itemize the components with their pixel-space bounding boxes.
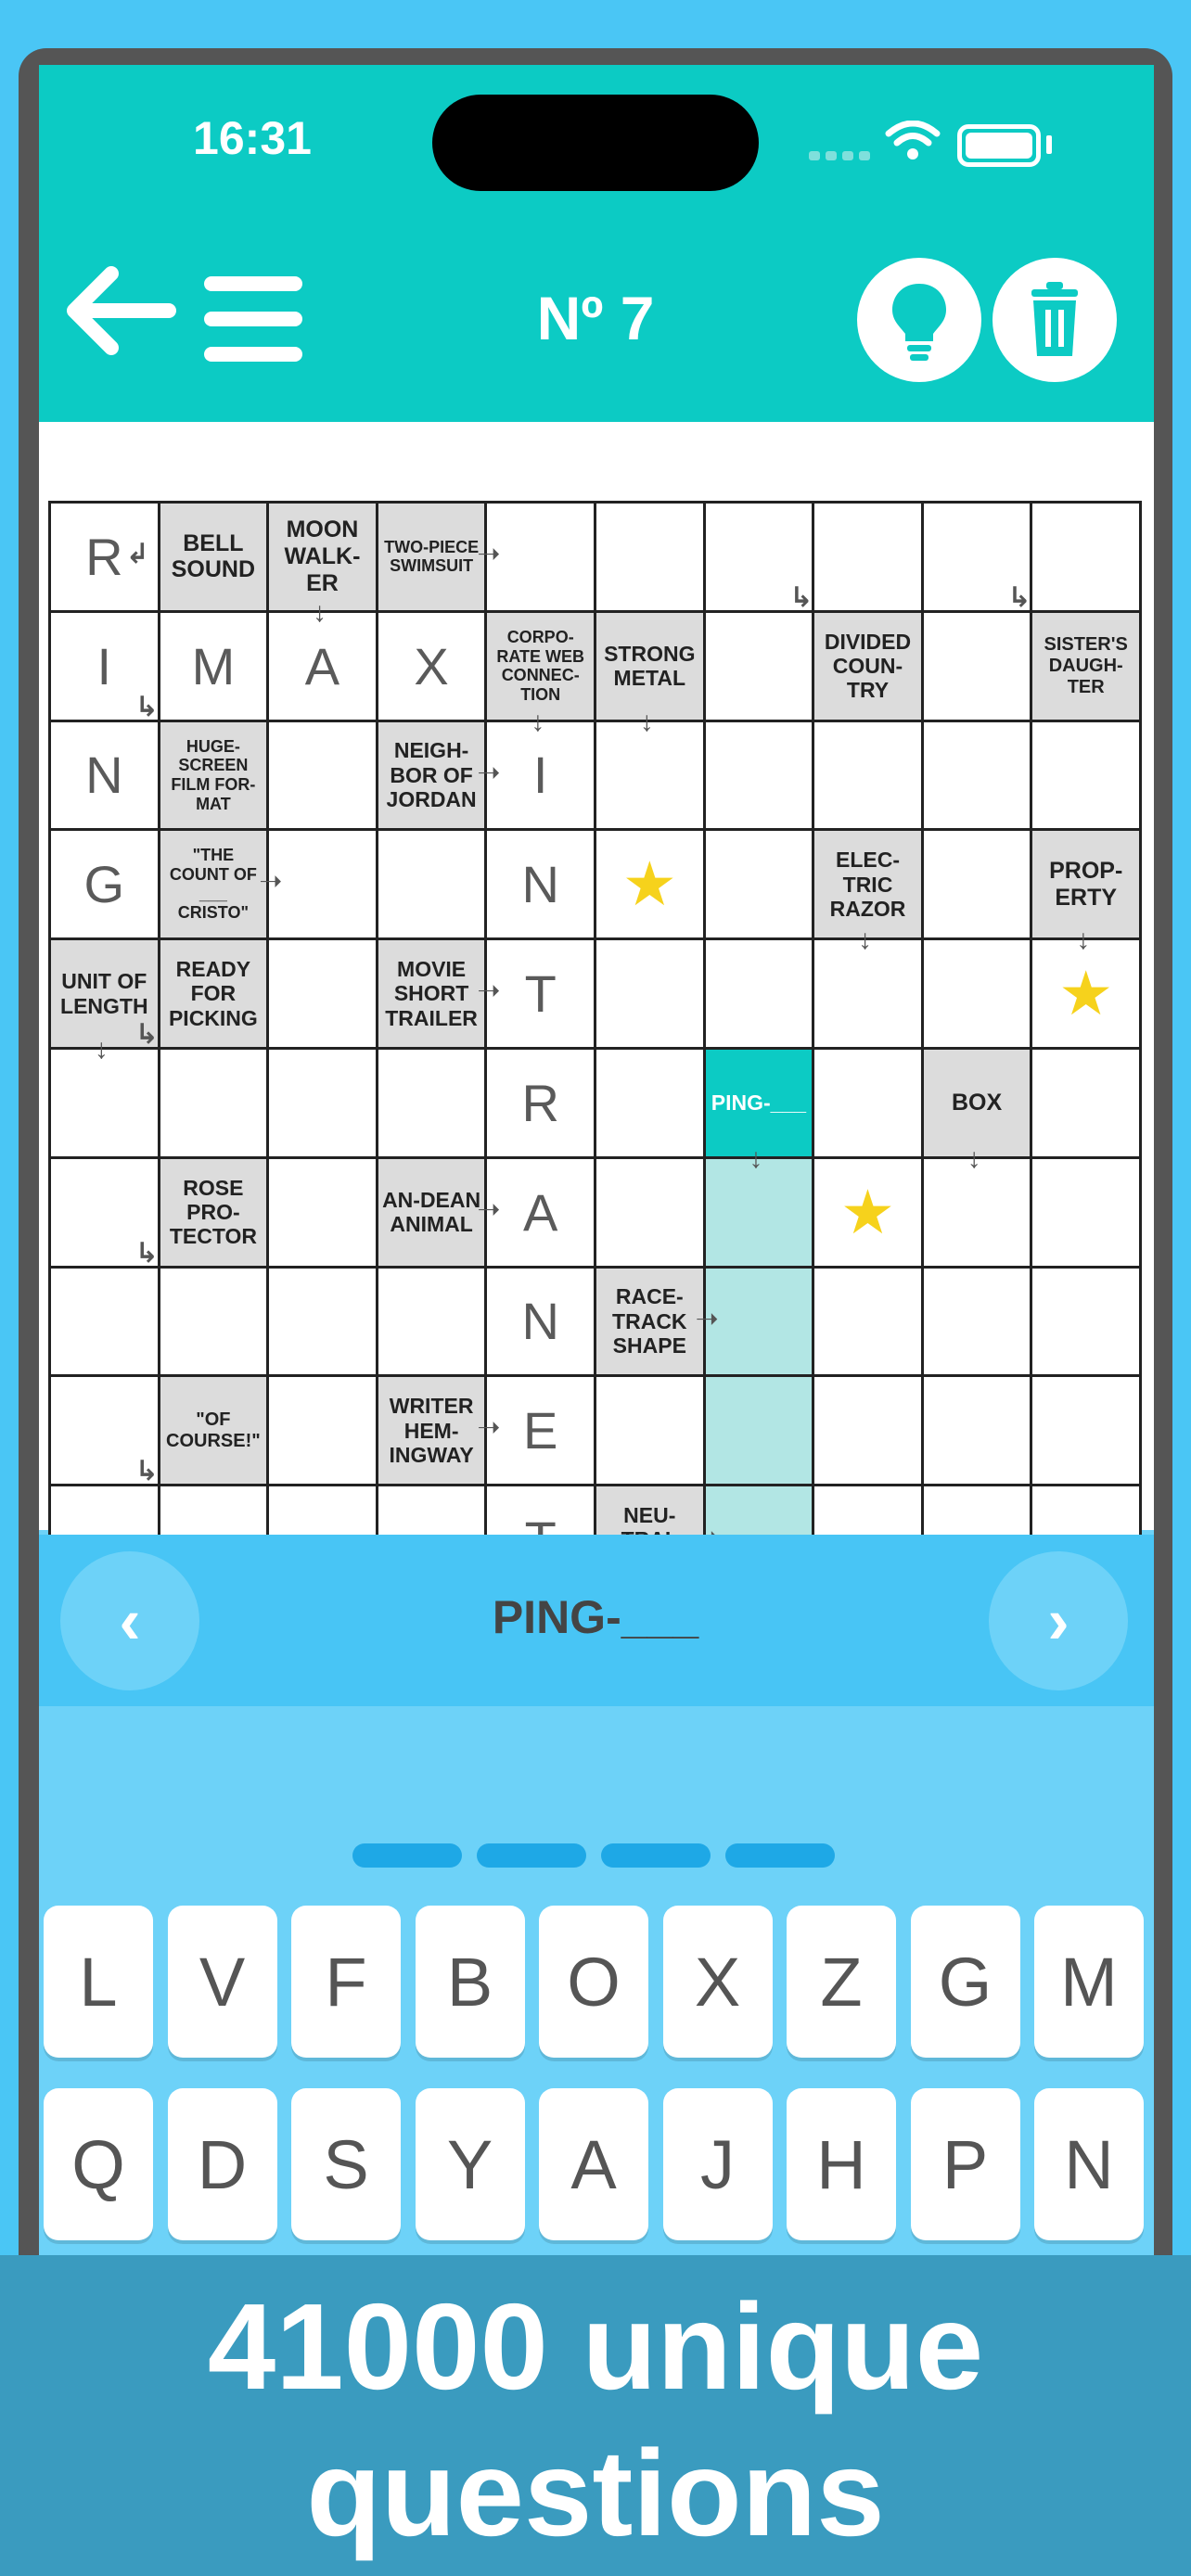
- key-l[interactable]: L: [44, 1906, 153, 2058]
- active-clue-cell[interactable]: PING-___: [703, 1047, 815, 1159]
- back-arrow-icon[interactable]: [58, 260, 178, 362]
- empty-grid-cell[interactable]: [594, 1156, 706, 1269]
- direction-arrow-icon: ↓: [531, 706, 545, 737]
- clue-cell[interactable]: DIVIDED COUN-TRY: [812, 610, 924, 722]
- empty-grid-cell[interactable]: [158, 1047, 270, 1159]
- key-b[interactable]: B: [416, 1906, 525, 2058]
- answer-slot: [601, 1843, 711, 1868]
- answer-slot: [477, 1843, 586, 1868]
- direction-arrow-icon: ↳: [1007, 581, 1031, 613]
- grid-letter-cell[interactable]: N: [484, 828, 596, 940]
- chevron-right-icon: ›: [1047, 1585, 1069, 1657]
- clue-cell[interactable]: HUGE-SCREEN FILM FOR-MAT: [158, 720, 270, 832]
- highlighted-answer-cell[interactable]: [703, 1266, 815, 1378]
- clue-cell[interactable]: WRITER HEM-INGWAY: [376, 1374, 488, 1486]
- clue-cell[interactable]: NEU-: [594, 1484, 706, 1596]
- empty-grid-cell[interactable]: [1030, 1156, 1142, 1269]
- direction-arrow-icon: ↳: [134, 1237, 159, 1269]
- hint-button[interactable]: [857, 258, 981, 382]
- empty-grid-cell[interactable]: [812, 1266, 924, 1378]
- clue-cell[interactable]: "THE COUNT OF ___ CRISTO": [158, 828, 270, 940]
- direction-arrow-icon: ↓: [313, 596, 327, 628]
- empty-grid-cell[interactable]: [921, 1266, 1033, 1378]
- clue-cell[interactable]: MOVIE SHORT TRAILER: [376, 937, 488, 1050]
- empty-grid-cell[interactable]: [266, 1047, 378, 1159]
- answer-slot: [352, 1843, 462, 1868]
- direction-arrow-icon: ➝: [477, 757, 501, 788]
- hamburger-menu-button[interactable]: [204, 276, 302, 363]
- direction-arrow-icon: ↓: [1076, 925, 1091, 956]
- promo-line-1: 41000 unique: [207, 2278, 984, 2415]
- empty-grid-cell[interactable]: [921, 828, 1033, 940]
- status-time: 16:31: [193, 112, 312, 164]
- clue-cell[interactable]: READY FOR PICKING: [158, 937, 270, 1050]
- wifi-icon: [885, 121, 941, 161]
- puzzle-number: Nº 7: [536, 284, 655, 352]
- direction-arrow-icon: ➝: [477, 1193, 501, 1225]
- empty-grid-cell[interactable]: [594, 1047, 706, 1159]
- clue-cell[interactable]: STRONG METAL: [594, 610, 706, 722]
- star-icon: ★: [621, 849, 677, 919]
- direction-arrow-icon: ↳: [789, 581, 813, 613]
- key-d[interactable]: D: [168, 2088, 277, 2240]
- promo-banner: [0, 2255, 1191, 2576]
- empty-grid-cell[interactable]: [1030, 501, 1142, 613]
- grid-letter-cell[interactable]: I: [484, 720, 596, 832]
- star-icon: ★: [1058, 959, 1114, 1028]
- highlighted-answer-cell[interactable]: [703, 1374, 815, 1486]
- direction-arrow-icon: ➝: [477, 976, 501, 1007]
- answer-slot: [725, 1843, 835, 1868]
- empty-grid-cell[interactable]: [1030, 1047, 1142, 1159]
- app-screen: [39, 65, 1154, 2272]
- empty-grid-cell[interactable]: [812, 501, 924, 613]
- battery-icon: [957, 124, 1041, 167]
- empty-grid-cell[interactable]: [266, 828, 378, 940]
- crossword-grid: [39, 422, 1154, 1530]
- empty-grid-cell[interactable]: [1030, 1266, 1142, 1378]
- clue-cell[interactable]: PROP-ERTY: [1030, 828, 1142, 940]
- direction-arrow-icon: ↳: [134, 691, 159, 722]
- grid-letter-cell[interactable]: N: [484, 1266, 596, 1378]
- clue-cell[interactable]: TWO-PIECE SWIMSUIT: [376, 501, 488, 613]
- key-h[interactable]: H: [787, 2088, 896, 2240]
- clue-cell[interactable]: CORPO-RATE WEB CONNEC-TION: [484, 610, 596, 722]
- empty-grid-cell[interactable]: [921, 610, 1033, 722]
- clue-bar: [39, 1535, 1154, 1706]
- empty-grid-cell[interactable]: [594, 1374, 706, 1486]
- key-v[interactable]: V: [168, 1906, 277, 2058]
- empty-grid-cell[interactable]: [1030, 720, 1142, 832]
- grid-letter-cell[interactable]: T: [484, 937, 596, 1050]
- key-a[interactable]: A: [539, 2088, 648, 2240]
- chevron-left-icon: ‹: [119, 1585, 141, 1657]
- key-z[interactable]: Z: [787, 1906, 896, 2058]
- key-q[interactable]: Q: [44, 2088, 153, 2240]
- key-p[interactable]: P: [911, 2088, 1020, 2240]
- direction-arrow-icon: ↓: [749, 1142, 763, 1174]
- clue-cell[interactable]: SISTER'S DAUGH-TER: [1030, 610, 1142, 722]
- direction-arrow-icon: ↲: [125, 538, 149, 569]
- key-j[interactable]: J: [663, 2088, 773, 2240]
- star-bonus-cell[interactable]: [812, 1156, 924, 1269]
- signal-icon: [809, 148, 876, 165]
- empty-grid-cell[interactable]: [703, 720, 815, 832]
- grid-letter-cell[interactable]: R: [48, 501, 160, 613]
- empty-grid-cell[interactable]: [266, 937, 378, 1050]
- empty-grid-cell[interactable]: [594, 937, 706, 1050]
- grid-letter-cell[interactable]: E: [484, 1374, 596, 1486]
- empty-grid-cell[interactable]: [266, 720, 378, 832]
- grid-letter-cell[interactable]: R: [484, 1047, 596, 1159]
- key-s[interactable]: S: [291, 2088, 401, 2240]
- empty-grid-cell[interactable]: [376, 1047, 488, 1159]
- empty-grid-cell[interactable]: [921, 1374, 1033, 1486]
- empty-grid-cell[interactable]: [266, 1374, 378, 1486]
- empty-grid-cell[interactable]: [48, 1266, 160, 1378]
- direction-arrow-icon: ↓: [639, 706, 654, 737]
- clue-cell[interactable]: "OF COURSE!": [158, 1374, 270, 1486]
- promo-text: [0, 2274, 1191, 2568]
- star-bonus-cell[interactable]: [594, 828, 706, 940]
- clue-cell[interactable]: UNIT OF LENGTH: [48, 937, 160, 1050]
- direction-arrow-icon: ➝: [695, 1303, 719, 1334]
- clue-cell[interactable]: MOON WALK-ER: [266, 501, 378, 613]
- clue-cell[interactable]: RACE-TRACK SHAPE: [594, 1266, 706, 1378]
- empty-grid-cell[interactable]: [812, 1374, 924, 1486]
- grid-letter-cell[interactable]: N: [48, 720, 160, 832]
- empty-grid-cell[interactable]: [594, 501, 706, 613]
- direction-arrow-icon: ➝: [477, 1412, 501, 1444]
- direction-arrow-icon: ➝: [259, 866, 283, 898]
- key-n[interactable]: N: [1034, 2088, 1144, 2240]
- grid-letter-cell[interactable]: X: [376, 610, 488, 722]
- empty-grid-cell[interactable]: [812, 1047, 924, 1159]
- key-m[interactable]: M: [1034, 1906, 1144, 2058]
- direction-arrow-icon: ↳: [134, 1019, 159, 1050]
- clue-cell[interactable]: BOX: [921, 1047, 1033, 1159]
- empty-grid-cell[interactable]: [812, 720, 924, 832]
- empty-grid-cell[interactable]: [921, 720, 1033, 832]
- clue-cell[interactable]: ROSE PRO-TECTOR: [158, 1156, 270, 1269]
- direction-arrow-icon: ↳: [134, 1456, 159, 1487]
- key-o[interactable]: O: [539, 1906, 648, 2058]
- empty-grid-cell[interactable]: [703, 610, 815, 722]
- empty-grid-cell[interactable]: [266, 1156, 378, 1269]
- direction-arrow-icon: ➝: [477, 538, 501, 569]
- empty-grid-cell[interactable]: [921, 937, 1033, 1050]
- grid-letter-cell[interactable]: G: [48, 828, 160, 940]
- clue-cell[interactable]: ELEC-TRIC RAZOR: [812, 828, 924, 940]
- key-f[interactable]: F: [291, 1906, 401, 2058]
- empty-grid-cell[interactable]: [158, 1266, 270, 1378]
- star-icon: ★: [839, 1177, 896, 1246]
- empty-grid-cell[interactable]: [484, 501, 596, 613]
- empty-grid-cell[interactable]: [703, 828, 815, 940]
- key-y[interactable]: Y: [416, 2088, 525, 2240]
- grid-letter-cell[interactable]: A: [484, 1156, 596, 1269]
- direction-arrow-icon: ↓: [967, 1142, 981, 1174]
- clue-cell[interactable]: AN-DEAN ANIMAL: [376, 1156, 488, 1269]
- key-g[interactable]: G: [911, 1906, 1020, 2058]
- prev-clue-button[interactable]: [60, 1551, 199, 1690]
- grid-letter-cell[interactable]: A: [266, 610, 378, 722]
- direction-arrow-icon: ↓: [858, 925, 872, 956]
- empty-grid-cell[interactable]: [376, 1266, 488, 1378]
- grid-letter-cell[interactable]: M: [158, 610, 270, 722]
- key-x[interactable]: X: [663, 1906, 773, 2058]
- promo-line-2: questions: [306, 2425, 885, 2562]
- current-clue: PING-___: [492, 1591, 699, 1643]
- direction-arrow-icon: ↓: [94, 1034, 109, 1065]
- battery-nub: [1046, 135, 1052, 154]
- empty-grid-cell[interactable]: [376, 828, 488, 940]
- empty-grid-cell[interactable]: [1030, 1374, 1142, 1486]
- next-clue-button[interactable]: [989, 1551, 1128, 1690]
- clue-cell[interactable]: BELL SOUND: [158, 501, 270, 613]
- trash-icon: [992, 258, 1117, 382]
- trash-button[interactable]: [992, 258, 1117, 382]
- lightbulb-icon: [857, 258, 981, 382]
- empty-grid-cell[interactable]: [266, 1266, 378, 1378]
- clue-cell[interactable]: NEIGH-BOR OF JORDAN: [376, 720, 488, 832]
- app-header: [39, 65, 1154, 422]
- grid-letter-cell[interactable]: I: [48, 610, 160, 722]
- empty-grid-cell[interactable]: [703, 937, 815, 1050]
- dynamic-island: [432, 95, 759, 191]
